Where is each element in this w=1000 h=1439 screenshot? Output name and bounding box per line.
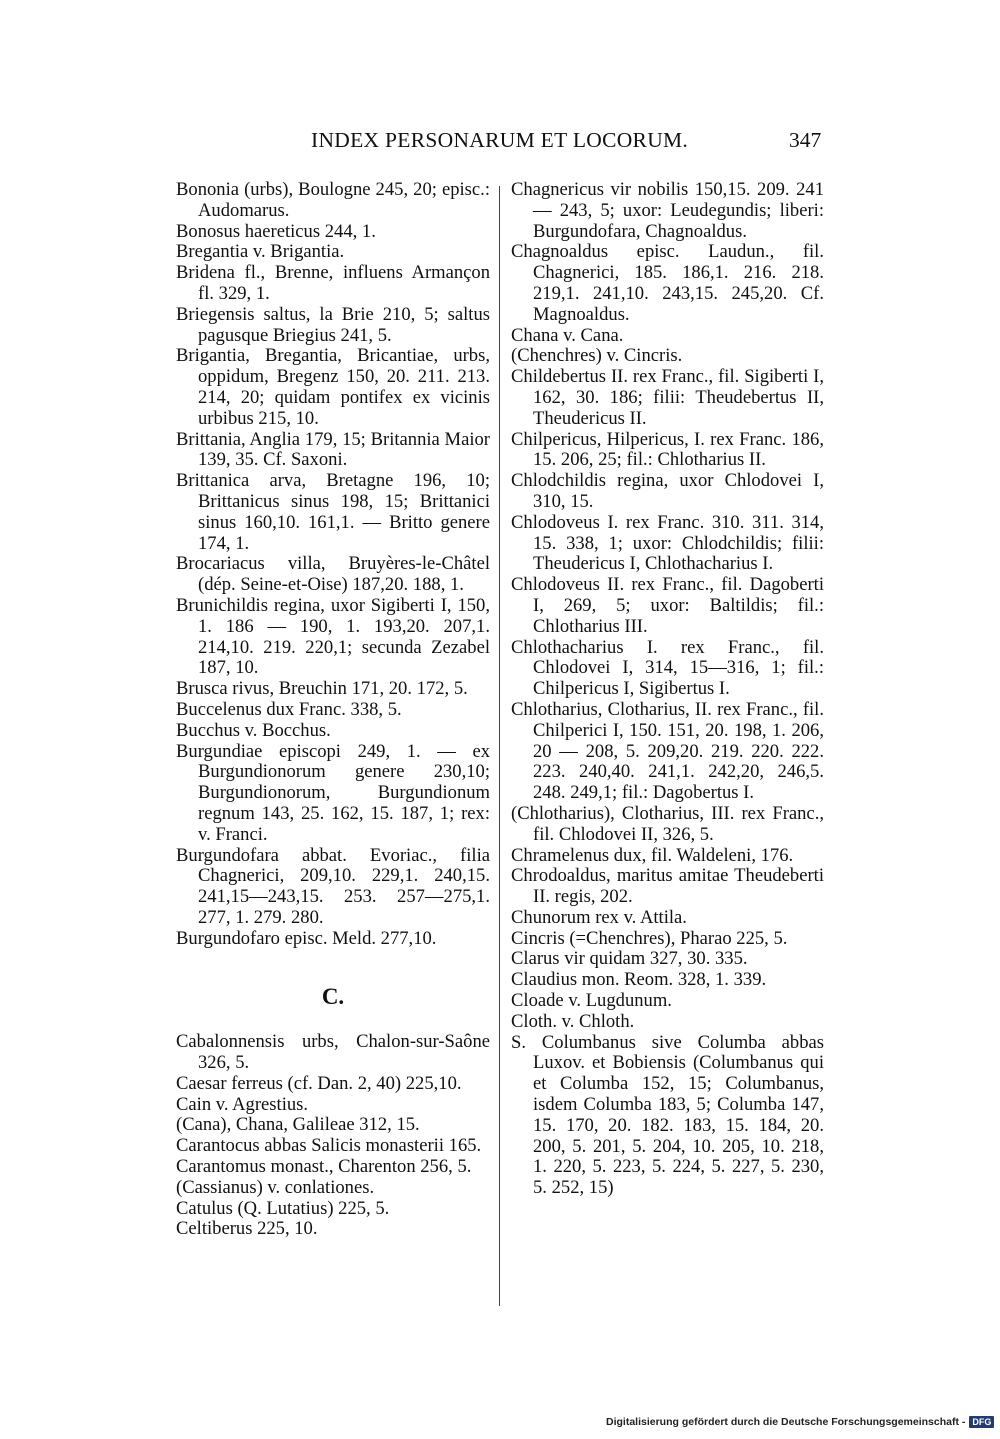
- index-entry: Brocariacus villa, Bruyères-le-Châtel (dép. Seine-et-Oise) 187,20. 188, 1.: [176, 553, 490, 596]
- index-entry: Cloth. v. Chloth.: [511, 1010, 635, 1032]
- index-entry: Bononia (urbs), Boulogne 245, 20; episc.: Audomarus.: [176, 179, 490, 221]
- index-entry: Chrodoaldus, maritus amitae Theudeberti II. regis, 202.: [511, 865, 824, 908]
- index-entry: Cincris (=Chenchres), Pharao 225, 5.: [511, 927, 788, 949]
- index-entry: Brigantia, Bregantia, Bricantiae, urbs, oppidum, Bregenz 150, 20. 211. 213. 214, 20; quidam pontifex ex vicinis urbibus 215, 10.: [176, 345, 490, 429]
- index-entry: Chlodoveus I. rex Franc. 310. 311. 314, 15. 338, 1; uxor: Chlodchildis; filii: Theudericus I, Chlothacharius I.: [511, 511, 824, 575]
- index-entry: Burgundofara abbat. Evoriac., filia Chagnerici, 209,10. 229,1. 240,15. 241,15—243,15. 253. 257—275,1. 277, 1. 279. 280.: [176, 844, 490, 928]
- index-entry: Chlodoveus II. rex Franc., fil. Dagoberti I, 269, 5; uxor: Baltildis; fil.: Chlotharius III.: [511, 574, 824, 637]
- index-entry: Cain v. Agrestius.: [176, 1093, 309, 1115]
- index-entry: Brusca rivus, Breuchin 171, 20. 172, 5.: [176, 678, 468, 700]
- index-entry: Bridena fl., Brenne, influens Armançon fl. 329, 1.: [176, 262, 490, 304]
- index-entry: Chana v. Cana.: [511, 324, 624, 346]
- entries-c-list: [176, 1032, 490, 1240]
- index-entry: Catulus (Q. Lutatius) 225, 5.: [176, 1197, 390, 1219]
- footer-text: Digitalisierung gefördert durch die Deutsche Forschungsgemeinschaft -: [606, 1416, 966, 1428]
- column-divider: [499, 186, 500, 1306]
- index-entry: Cabalonnensis urbs, Chalon-sur-Saône 326, 5.: [176, 1031, 490, 1074]
- index-entry: Bregantia v. Brigantia.: [176, 241, 345, 263]
- section-letter: C.: [321, 984, 345, 1010]
- index-entry: Briegensis saltus, la Brie 210, 5; saltus pagusque Briegius 241, 5.: [176, 303, 490, 346]
- index-entry: Carantomus monast., Charenton 256, 5.: [176, 1156, 472, 1178]
- index-entry: Bonosus haereticus 244, 1.: [176, 220, 376, 242]
- index-entry: Carantocus abbas Salicis monasterii 165.: [176, 1135, 482, 1157]
- dfg-logo: DFG: [969, 1416, 994, 1428]
- index-entry: Caesar ferreus (cf. Dan. 2, 40) 225,10.: [176, 1072, 462, 1094]
- footer-credit: [606, 1416, 994, 1428]
- index-entry: Chlodchildis regina, uxor Chlodovei I, 310, 15.: [511, 470, 824, 512]
- index-entry: Childebertus II. rex Franc., fil. Sigiberti I, 162, 30. 186; filii: Theudebertus II, Theudericus II.: [511, 366, 824, 429]
- index-entry: Celtiberus 225, 10.: [176, 1218, 318, 1240]
- page-number: 347: [789, 128, 822, 152]
- entries-b-list: [176, 180, 490, 949]
- index-entry: Burgundiae episcopi 249, 1. — ex Burgundionorum genere 230,10; Burgundionorum, Burgundionum regnum 143, 25. 162, 15. 187, 1; rex: v. Franci.: [176, 740, 490, 845]
- index-entry: Chramelenus dux, fil. Waldeleni, 176.: [511, 844, 794, 866]
- left-column: [176, 180, 490, 1240]
- right-column: [511, 180, 824, 1199]
- index-entry: (Chlotharius), Clotharius, III. rex Franc., fil. Chlodovei II, 326, 5.: [511, 802, 824, 845]
- index-entry: (Cassianus) v. conlationes.: [176, 1176, 375, 1198]
- entries-right-list: [511, 180, 824, 1199]
- index-entry: Buccelenus dux Franc. 338, 5.: [176, 698, 402, 720]
- index-entry: Cloade v. Lugdunum.: [511, 990, 672, 1012]
- index-entry: Bucchus v. Bocchus.: [176, 719, 331, 741]
- index-entry: Chlotharius, Clotharius, II. rex Franc., fil. Chilperici I, 150. 151, 20. 198, 1. 206, 20 — 208, 5. 209,20. 219. 220. 222. 223. 240,40. 241,1. 242,20, 246,5. 248. 249,1; fil.: Dagobertus I.: [511, 698, 824, 804]
- index-entry: Brunichildis regina, uxor Sigiberti I, 150, 1. 186 — 190, 1. 193,20. 207,1. 214,10. 219. 220,1; secunda Zezabel 187, 10.: [176, 594, 490, 679]
- index-entry: Chilpericus, Hilpericus, I. rex Franc. 186, 15. 206, 25; fil.: Chlotharius II.: [511, 428, 824, 471]
- index-entry: Chunorum rex v. Attila.: [511, 906, 687, 928]
- index-entry: Clarus vir quidam 327, 30. 335.: [511, 948, 748, 970]
- index-entry: Chagnericus vir nobilis 150,15. 209. 241 — 243, 5; uxor: Leudegundis; liberi: Burgundofara, Chagnoaldus.: [511, 179, 824, 242]
- index-entry: (Chenchres) v. Cincris.: [511, 345, 683, 367]
- index-entry: Brittania, Anglia 179, 15; Britannia Maior 139, 35. Cf. Saxoni.: [176, 428, 490, 471]
- index-entry: Brittanica arva, Bretagne 196, 10; Brittanicus sinus 198, 15; Brittanici sinus 160,10. 161,1. — Britto genere 174, 1.: [176, 470, 490, 554]
- index-entry: (Cana), Chana, Galileae 312, 15.: [176, 1114, 420, 1136]
- running-header: INDEX PERSONARUM ET LOCORUM.: [311, 128, 689, 152]
- index-entry: S. Columbanus sive Columba abbas Luxov. et Bobiensis (Columbanus qui et Columba 152, 15; Columbanus, isdem Columba 183, 5; Columba 147, 15. 170, 20. 182. 183, 15. 184, 20. 200, 5. 201, 5. 204, 10. 205, 10. 218, 1. 220, 5. 223, 5. 224, 5. 227, 5. 230, 5. 252, 15): [511, 1031, 824, 1199]
- index-entry: Claudius mon. Reom. 328, 1. 339.: [511, 969, 767, 991]
- index-entry: Burgundofaro episc. Meld. 277,10.: [176, 927, 437, 949]
- index-entry: Chagnoaldus episc. Laudun., fil. Chagnerici, 185. 186,1. 216. 218. 219,1. 241,10. 243,15. 245,20. Cf. Magnoaldus.: [511, 241, 824, 325]
- index-entry: Chlothacharius I. rex Franc., fil. Chlodovei I, 314, 15—316, 1; fil.: Chilpericus I, Sigibertus I.: [511, 636, 824, 700]
